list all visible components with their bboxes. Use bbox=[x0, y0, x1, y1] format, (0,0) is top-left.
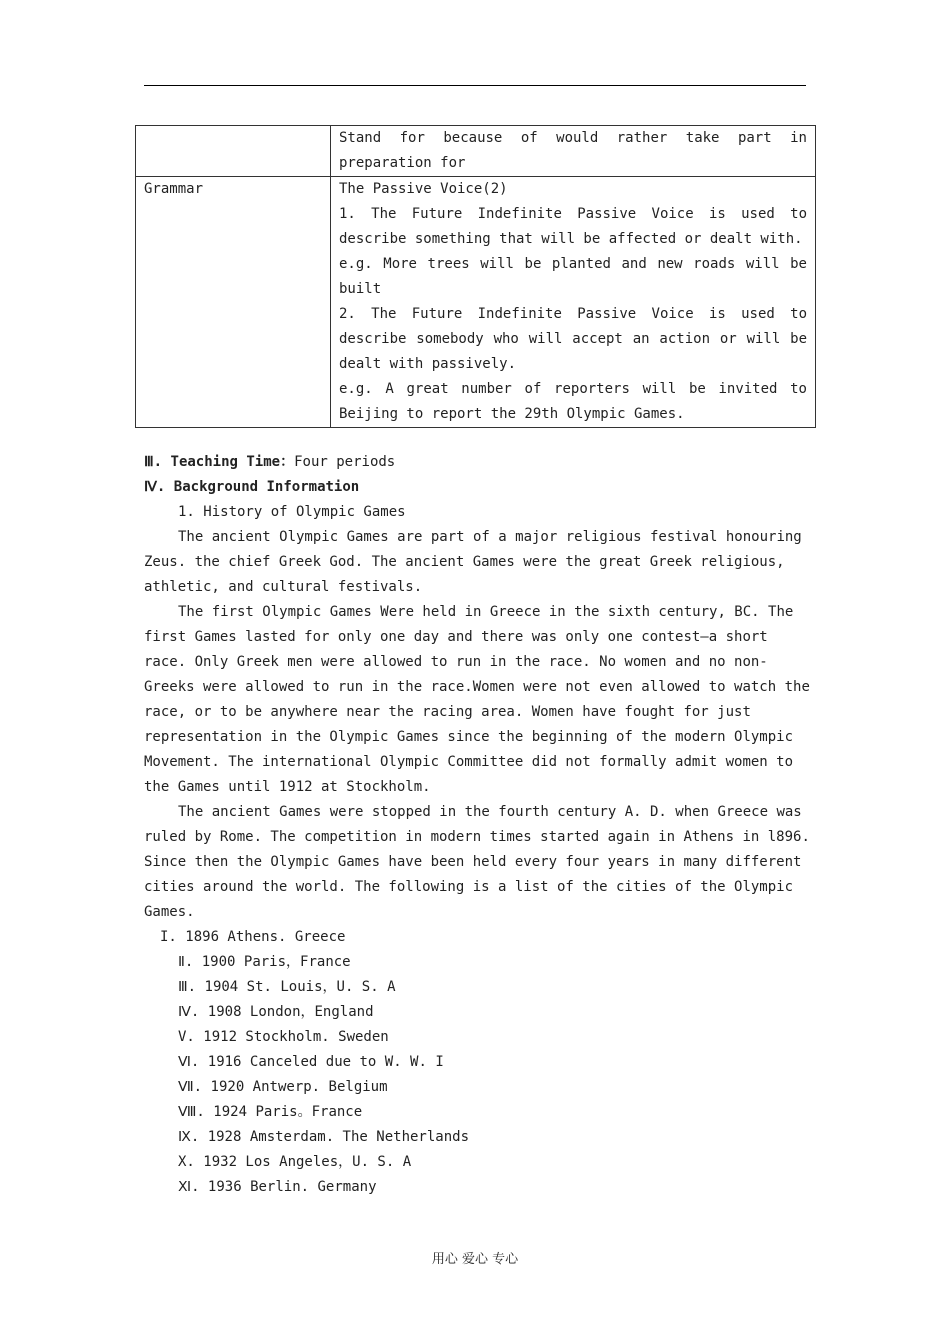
paragraph-line: cities around the world. The following is a list of the cities of the Olympic bbox=[144, 879, 794, 895]
table-line: Beijing to report the 29th Olympic Games. bbox=[339, 406, 685, 422]
list-item: Ⅵ. 1916 Canceled due to W. W. I bbox=[178, 1054, 444, 1070]
table-row bbox=[136, 177, 816, 428]
teaching-time-line bbox=[144, 450, 808, 475]
paragraph-line: race. Only Greek men were allowed to run in the race. No women and no non- bbox=[144, 654, 768, 670]
table-cell-label bbox=[136, 126, 331, 177]
document-body bbox=[144, 450, 808, 1200]
teaching-time-value: Four periods bbox=[294, 454, 396, 470]
list-item: Ⅱ. 1900 Paris，France bbox=[178, 954, 351, 970]
paragraph-line: athletic, and cultural festivals. bbox=[144, 579, 423, 595]
paragraph-line: representation in the Olympic Games since the beginning of the modern Olympic bbox=[144, 729, 794, 745]
table-line: e.g. A great number of reporters will be invited to bbox=[339, 381, 807, 397]
paragraph-line: Zeus. the chief Greek God. The ancient Games were the great Greek religious, bbox=[144, 554, 785, 570]
paragraph-line: Games. bbox=[144, 904, 195, 920]
table-line: dealt with passively. bbox=[339, 356, 517, 372]
table-line: built bbox=[339, 281, 382, 297]
list-item: Ⅺ. 1936 Berlin. Germany bbox=[178, 1179, 377, 1195]
table-cell-label: Grammar bbox=[136, 177, 331, 428]
list-item: Ⅳ. 1908 London，England bbox=[178, 1004, 374, 1020]
paragraph-line: The first Olympic Games Were held in Greece in the sixth century, BC. The bbox=[178, 604, 794, 620]
section-heading: Ⅲ. Teaching Time： bbox=[144, 454, 295, 470]
table-line: 2. The Future Indefinite Passive Voice is used to bbox=[339, 306, 807, 322]
paragraph-line: the Games until 1912 at Stockholm. bbox=[144, 779, 431, 795]
table-line: The Passive Voice(2) bbox=[339, 181, 508, 197]
paragraph-line: Movement. The international Olympic Committee did not formally admit women to bbox=[144, 754, 794, 770]
list-item: Ⅲ. 1904 St. Louis，U. S. A bbox=[178, 979, 396, 995]
list-item: V. 1912 Stockholm. Sweden bbox=[178, 1029, 389, 1045]
paragraph-line: Greeks were allowed to run in the race.Women were not even allowed to watch the bbox=[144, 679, 810, 695]
table-cell-content bbox=[331, 126, 816, 177]
page-footer: 用心 爱心 专心 bbox=[431, 1252, 519, 1267]
table-line: describe something that will be affected or dealt with. bbox=[339, 231, 803, 247]
grammar-table bbox=[135, 125, 816, 428]
paragraph-line: first Games lasted for only one day and there was only one contest—a short bbox=[144, 629, 768, 645]
table-line: Stand for because of would rather take part in bbox=[339, 130, 807, 146]
list-item: Ⅷ. 1924 Paris。France bbox=[178, 1104, 363, 1120]
table-line: e.g. More trees will be planted and new roads will be bbox=[339, 256, 807, 272]
paragraph-line: Since then the Olympic Games have been held every four years in many different bbox=[144, 854, 802, 870]
table-line: describe somebody who will accept an action or will be bbox=[339, 331, 807, 347]
list-item: Ⅸ. 1928 Amsterdam. The Netherlands bbox=[178, 1129, 469, 1145]
subsection-title: 1. History of Olympic Games bbox=[178, 504, 406, 520]
paragraph-line: The ancient Olympic Games are part of a major religious festival honouring bbox=[178, 529, 802, 545]
header-rule bbox=[144, 85, 806, 86]
table-cell-content bbox=[331, 177, 816, 428]
paragraph-line: ruled by Rome. The competition in modern times started again in Athens in l896. bbox=[144, 829, 810, 845]
paragraph-line: The ancient Games were stopped in the fourth century A. D. when Greece was bbox=[178, 804, 802, 820]
paragraph-line: race, or to be anywhere near the racing area. Women have fought for just bbox=[144, 704, 751, 720]
list-item: Ⅶ. 1920 Antwerp. Belgium bbox=[178, 1079, 388, 1095]
table-line: 1. The Future Indefinite Passive Voice is used to bbox=[339, 206, 807, 222]
table-row bbox=[136, 126, 816, 177]
table-line: preparation for bbox=[339, 155, 466, 171]
section-heading: Ⅳ. Background Information bbox=[144, 479, 360, 495]
list-item: I. 1896 Athens. Greece bbox=[160, 929, 346, 945]
list-item: X. 1932 Los Angeles，U. S. A bbox=[178, 1154, 412, 1170]
